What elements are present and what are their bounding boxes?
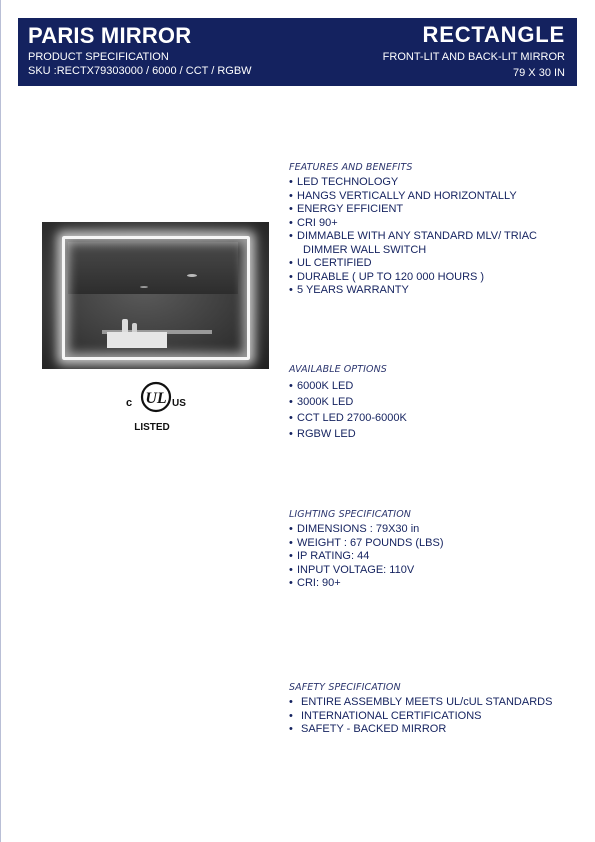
options-section [289, 364, 407, 442]
list-item: • INTERNATIONAL CERTIFICATIONS [289, 710, 552, 724]
product-type: FRONT-LIT AND BACK-LIT MIRROR [382, 51, 565, 63]
list-item: • CRI: 90+ [289, 577, 444, 591]
product-size: 79 X 30 IN [513, 67, 565, 79]
list-item: • DIMMABLE WITH ANY STANDARD MLV/ TRIAC [289, 230, 537, 244]
features-title: FEATURES AND BENEFITS [289, 162, 413, 173]
product-shape: RECTANGLE [422, 22, 565, 47]
lighting-title: LIGHTING SPECIFICATION [289, 509, 411, 520]
product-title: PARIS MIRROR [28, 23, 192, 48]
lighting-section [289, 509, 444, 591]
ul-listed-text: LISTED [134, 422, 170, 433]
product-subtitle: PRODUCT SPECIFICATION [28, 51, 169, 63]
features-section [289, 162, 537, 298]
ul-c-text: c [126, 397, 133, 409]
ul-listed-logo [120, 376, 192, 434]
list-item: • RGBW LED [289, 426, 407, 442]
mirror-photo [42, 222, 269, 369]
list-item: • DIMENSIONS : 79X30 in [289, 523, 444, 537]
list-item: • ENTIRE ASSEMBLY MEETS UL/cUL STANDARDS [289, 696, 552, 710]
list-item: • LED TECHNOLOGY [289, 176, 537, 190]
list-item: • 6000K LED [289, 378, 407, 394]
list-item: • CCT LED 2700-6000K [289, 410, 407, 426]
list-item: • ENERGY EFFICIENT [289, 203, 537, 217]
list-item: • 3000K LED [289, 394, 407, 410]
ul-us-text: US [172, 398, 186, 409]
safety-title: SAFETY SPECIFICATION [289, 682, 401, 693]
features-list [289, 176, 537, 298]
led-frame [62, 236, 250, 360]
lighting-list [289, 523, 444, 591]
list-item: • CRI 90+ [289, 217, 537, 231]
list-item: • IP RATING: 44 [289, 550, 444, 564]
list-item: • INPUT VOLTAGE: 110V [289, 564, 444, 578]
header-banner [18, 18, 577, 86]
safety-list [289, 696, 552, 737]
product-sku: SKU :RECTX79303000 / 6000 / CCT / RGBW [28, 65, 252, 77]
list-item-continuation: DIMMER WALL SWITCH [303, 243, 427, 256]
list-item: • HANGS VERTICALLY AND HORIZONTALLY [289, 190, 537, 204]
list-item: • DURABLE ( UP TO 120 000 HOURS ) [289, 271, 537, 285]
list-item: • UL CERTIFIED [289, 257, 537, 271]
options-title: AVAILABLE OPTIONS [289, 364, 387, 375]
options-list [289, 378, 407, 442]
page-edge [0, 0, 1, 842]
list-item: • WEIGHT : 67 POUNDS (LBS) [289, 537, 444, 551]
list-item: • 5 YEARS WARRANTY [289, 284, 537, 298]
ul-mark-text: UL [145, 390, 167, 407]
safety-section [289, 682, 552, 737]
list-item: • SAFETY - BACKED MIRROR [289, 723, 552, 737]
